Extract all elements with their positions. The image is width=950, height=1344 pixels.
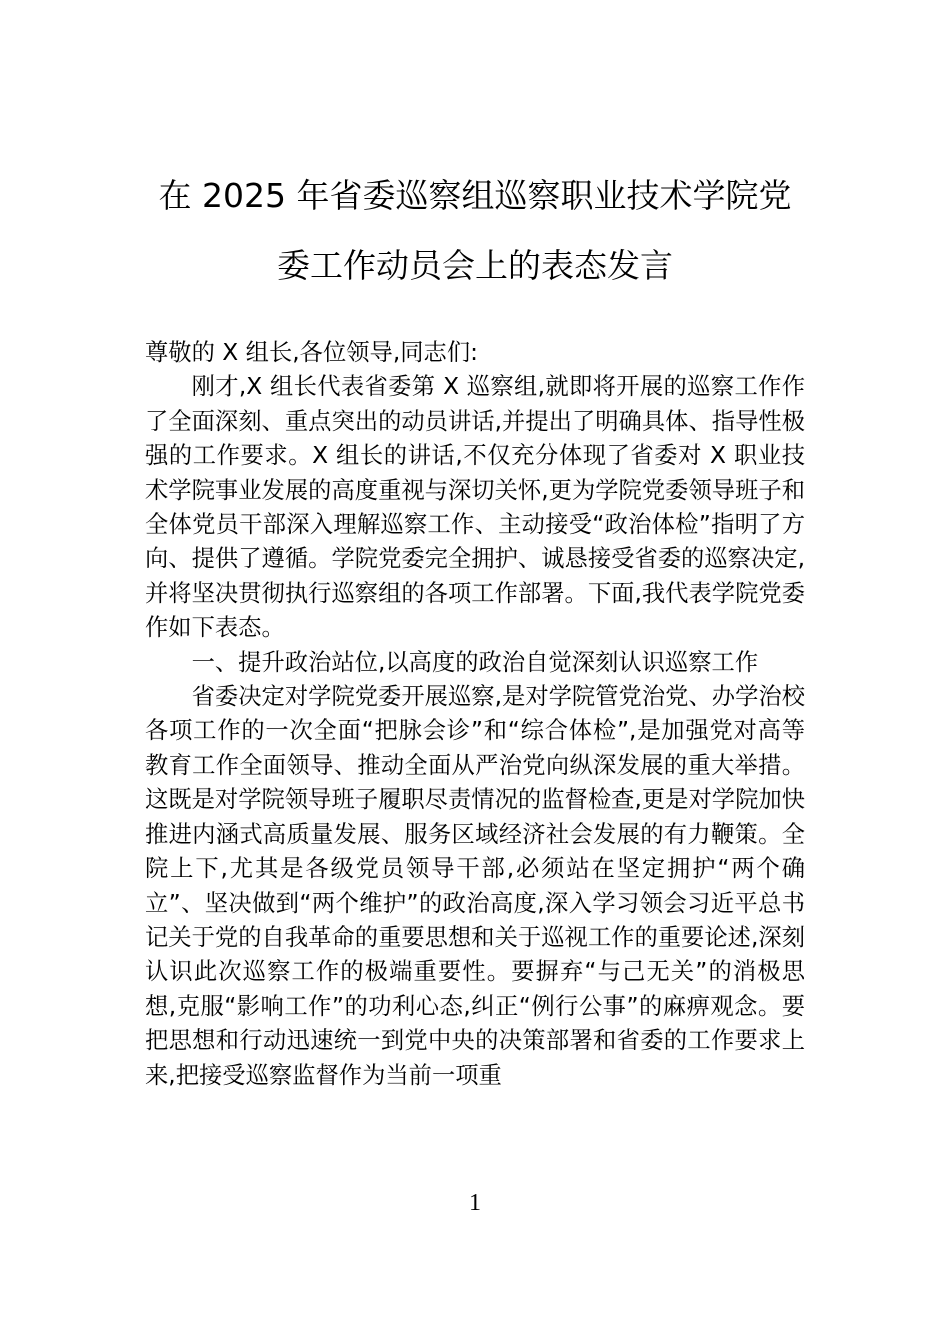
document-title-line-2: 委工作动员会上的表态发言	[277, 246, 673, 285]
document-body	[145, 336, 805, 1093]
section-heading-1: 一、提升政治站位,以高度的政治自觉深刻认识巡察工作	[191, 648, 759, 676]
paragraph-section-1: 省委决定对学院党委开展巡察,是对学院管党治党、办学治校各项工作的一次全面“把脉会诊”和“综合体检”,是加强党对高等教育工作全面领导、推动全面从严治党向纵深发展的重大举措。这既是对学院领导班子履职尽责情况的监督检查,更是对学院加快推进内涵式高质量发展、服务区域经济社会发展的有力鞭策。全院上下,尤其是各级党员领导干部,必须站在坚定拥护“两个确立”、坚决做到“两个维护”的政治高度,深入学习领会习近平总书记关于党的自我革命的重要思想和关于巡视工作的重要论述,深刻认识此次巡察工作的极端重要性。要摒弃“与己无关”的消极思想,克服“影响工作”的功利心态,纠正“例行公事”的麻痹观念。要把思想和行动迅速统一到党中央的决策部署和省委的工作要求上来,把接受巡察监督作为当前一项重	[145, 683, 805, 1089]
page-number: 1	[469, 1190, 481, 1216]
paragraph-opening: 刚才,X 组长代表省委第 X 巡察组,就即将开展的巡察工作作了全面深刻、重点突出的动员讲话,并提出了明确具体、指导性极强的工作要求。X 组长的讲话,不仅充分体现了省委对 X 职业技术学院事业发展的高度重视与深切关怀,更为学院党委领导班子和全体党员干部深入理解巡察工作、主动接受“政治体检”指明了方向、提供了遵循。学院党委完全拥护、诚恳接受省委的巡察决定,并将坚决贯彻执行巡察组的各项工作部署。下面,我代表学院党委作如下表态。	[145, 373, 805, 642]
salutation: 尊敬的 X 组长,各位领导,同志们:	[145, 339, 478, 366]
document-title-line-1: 在 2025 年省委巡察组巡察职业技术学院党	[158, 176, 792, 215]
